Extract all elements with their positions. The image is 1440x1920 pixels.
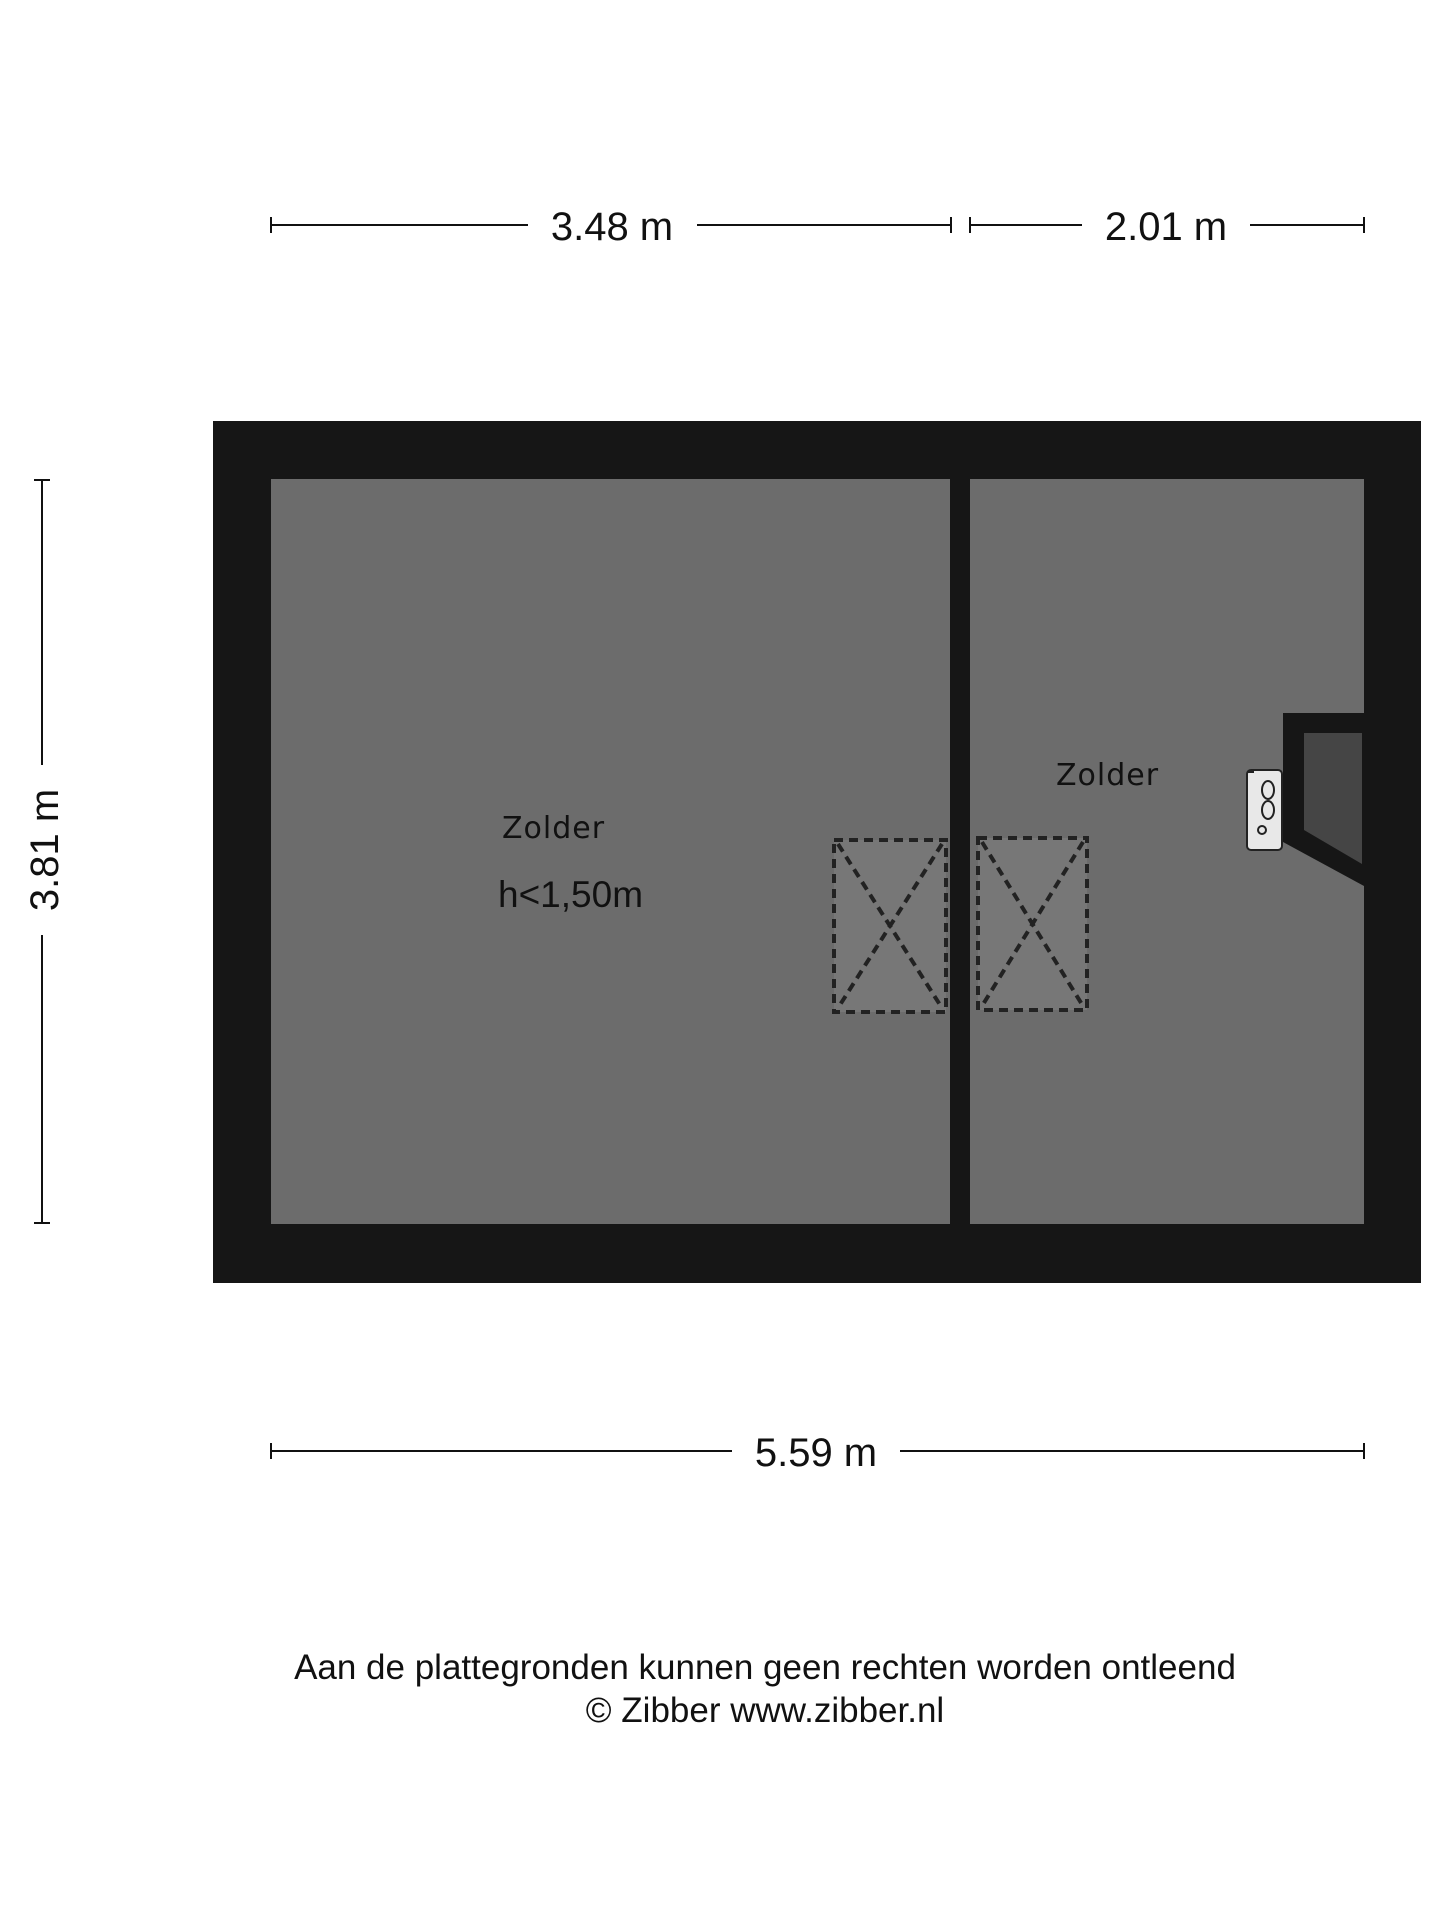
- roof-window-left-icon: [834, 840, 946, 1012]
- roof-window-right-icon: [978, 838, 1087, 1010]
- room-name-right: Zolder: [1056, 758, 1160, 793]
- dimension-label-bottom: 5.59 m: [754, 1431, 878, 1475]
- dimension-label-left: 3.81 m: [23, 788, 67, 912]
- boiler-icon: [1247, 770, 1282, 850]
- dimension-label-top-left: 3.48 m: [550, 205, 674, 249]
- copyright: © Zibber www.zibber.nl: [585, 1691, 945, 1730]
- room-height-note: h<1,50m: [498, 874, 644, 915]
- disclaimer: Aan de plattegronden kunnen geen rechten worden ontleend: [294, 1648, 1236, 1687]
- room-name-left: Zolder: [502, 811, 606, 846]
- dimension-label-top-right: 2.01 m: [1104, 205, 1228, 249]
